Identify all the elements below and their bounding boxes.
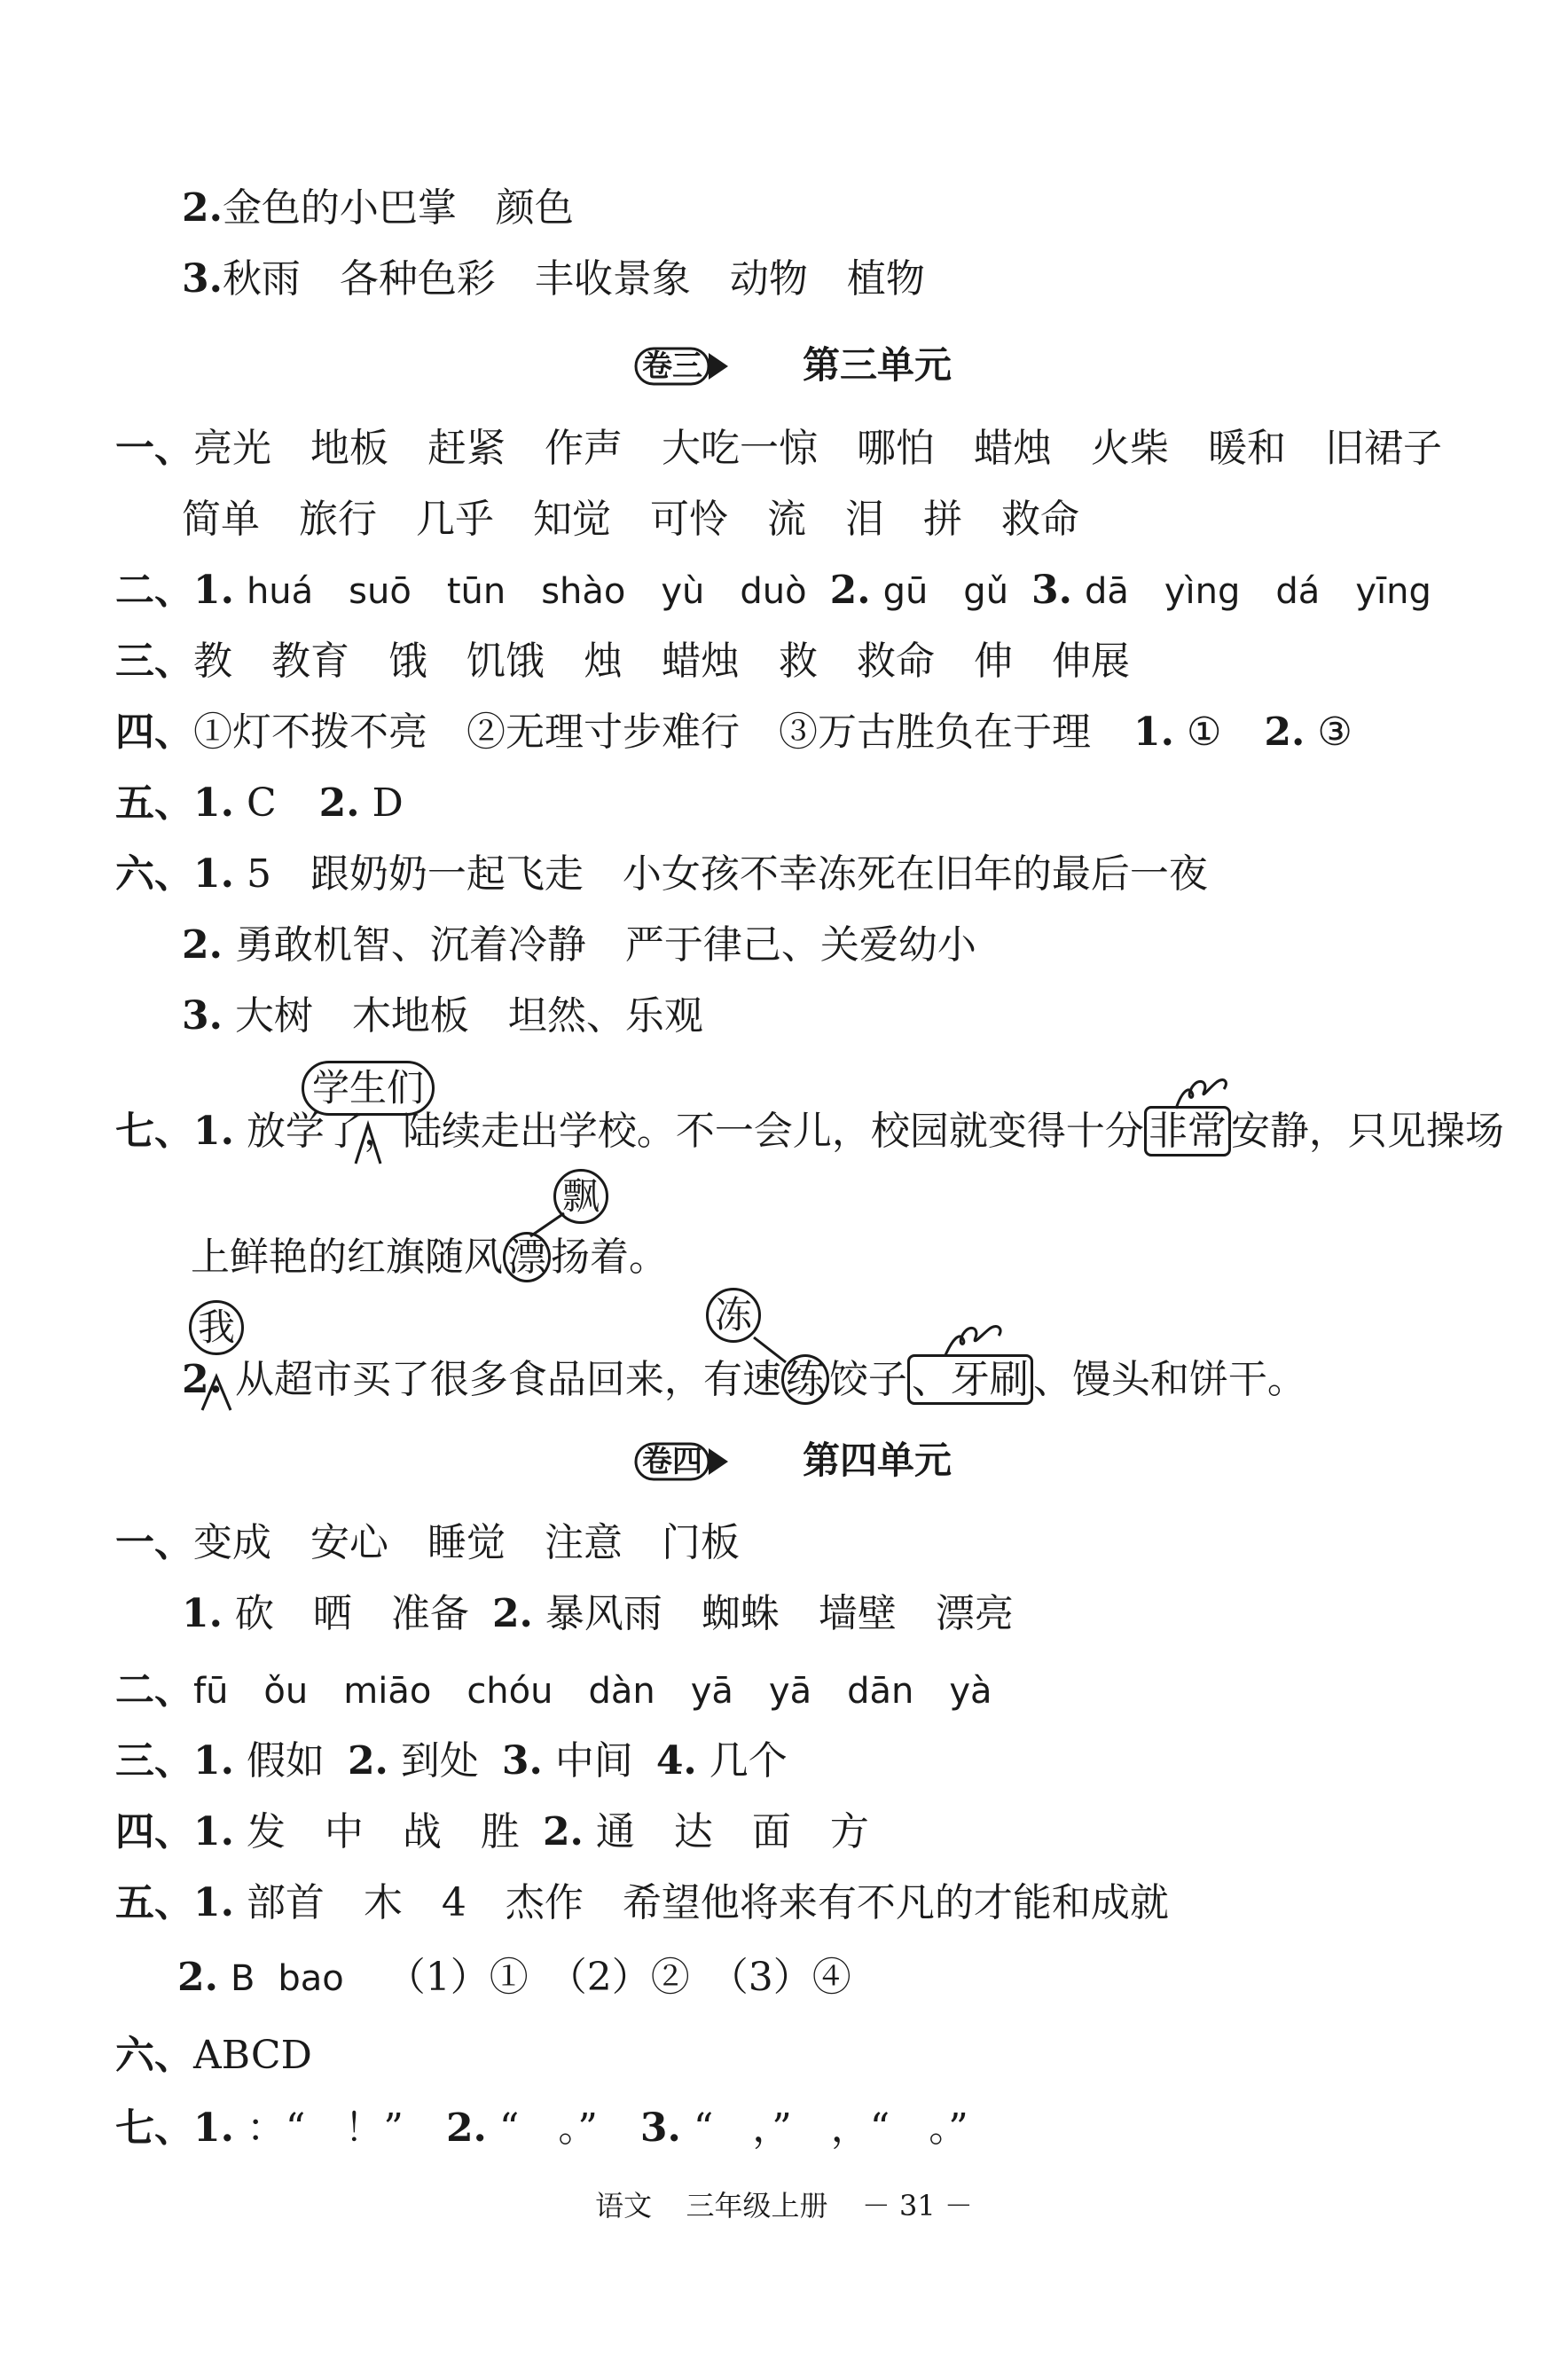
answer-text: ③ — [1317, 710, 1352, 755]
item-number: 1. — [193, 1809, 234, 1854]
question-label: 六、 — [115, 851, 193, 897]
question-label: 四、 — [115, 1809, 193, 1854]
item-number: 2. — [347, 1738, 388, 1784]
page-footer — [0, 2184, 1568, 2228]
answer-line — [182, 493, 1079, 546]
pinyin-text: fū ǒu miāo chóu dàn yā yā dān yà — [193, 1671, 992, 1712]
item-number: 3. — [639, 2105, 681, 2151]
answer-line — [182, 182, 574, 235]
page-number: － 31 － — [861, 2189, 973, 2223]
volume-badge-label: 卷三 — [642, 349, 702, 384]
deleted-text: 非常 — [1144, 1106, 1231, 1156]
item-number: 1. — [193, 780, 234, 826]
question-2 — [115, 1664, 992, 1718]
answer-text: “ ，” ，“ 。” — [693, 2105, 968, 2151]
item-number: 2. — [182, 922, 223, 968]
footer-grade: 三年级上册 — [686, 2189, 828, 2223]
answer-text: 发 中 战 胜 — [246, 1809, 520, 1854]
question-label: 七、 — [115, 2105, 193, 2151]
footer-subject: 语文 — [595, 2189, 653, 2223]
item-number: 2. — [177, 1955, 218, 2000]
question-label: 五、 — [115, 780, 193, 826]
answer-line — [182, 990, 703, 1043]
question-3 — [115, 1735, 788, 1788]
sentence-text: 上鲜艳的红旗随风 — [191, 1235, 503, 1280]
insertion-mark: 我 — [189, 1300, 244, 1355]
answer-text: B — [230, 1958, 255, 1999]
volume-badge-label: 卷四 — [642, 1444, 702, 1479]
correction-mark: 冻 — [706, 1288, 761, 1343]
question-label: 四、 — [115, 710, 193, 755]
insertion-mark: 学生们 — [302, 1061, 435, 1116]
item-number: 3. — [501, 1738, 543, 1784]
answer-text: ：“ ！” — [246, 2105, 404, 2151]
item-number: 1. — [193, 1109, 234, 1154]
question-label: 六、 — [115, 2033, 193, 2078]
delete-loop-icon — [1172, 1073, 1235, 1112]
question-label: 二、 — [115, 1667, 193, 1713]
item-number: 2. — [318, 780, 360, 826]
item-number: 1. — [193, 1880, 234, 1925]
item-number: 2. — [445, 2105, 487, 2151]
answer-text: “ 。” — [498, 2105, 598, 2151]
question-6 — [115, 2029, 312, 2082]
item-number: 1. — [182, 1591, 223, 1636]
question-4 — [115, 706, 1352, 759]
correction-line-icon — [752, 1336, 788, 1364]
question-5 — [115, 777, 404, 830]
answer-text: 秋雨 各种色彩 丰收景象 动物 植物 — [222, 256, 925, 302]
correction-line-icon — [529, 1211, 566, 1238]
answer-text: C — [246, 780, 277, 826]
answer-text: 通 达 面 方 — [595, 1809, 869, 1854]
answer-text: 大树 木地板 坦然、乐观 — [234, 993, 703, 1039]
answer-text: 几个 — [709, 1738, 788, 1784]
answer-line — [182, 253, 925, 306]
answer-line — [182, 919, 976, 972]
unit-title: 第四单元 — [803, 1439, 953, 1482]
correction-mark: 飘 — [553, 1169, 608, 1224]
answer-text: ①灯不拨不亮 ②无理寸步难行 ③万古胜负在于理 — [193, 710, 1091, 755]
item-number: 2. — [1264, 710, 1305, 755]
answer-text: 勇敢机智、沉着冷静 严于律己、关爱幼小 — [234, 922, 976, 968]
answer-line — [177, 1951, 851, 2005]
sentence-text: 安静，只见操场 — [1230, 1109, 1504, 1154]
question-6 — [115, 848, 1208, 901]
sentence-text: 扬着。 — [551, 1235, 668, 1280]
item-number: 2. — [542, 1809, 584, 1854]
answer-text: 假如 — [246, 1738, 325, 1784]
question-1 — [115, 422, 1442, 475]
question-label: 一、 — [115, 1520, 193, 1565]
answer-text: 砍 晒 准备 — [234, 1591, 469, 1636]
item-number: 3. — [182, 256, 223, 302]
item-number: 3. — [1031, 568, 1072, 613]
answer-text: 暴风雨 蜘蛛 墙壁 漂亮 — [545, 1591, 1014, 1636]
answer-text: 中间 — [554, 1738, 633, 1784]
corrected-char: 漂 — [503, 1232, 551, 1282]
answer-line — [182, 1588, 1014, 1641]
question-label: 一、 — [115, 426, 193, 471]
pinyin-text: huá suō tūn shào yù duò — [246, 571, 807, 612]
answer-text: 教 教育 饿 饥饿 烛 蜡烛 救 救命 伸 伸展 — [193, 639, 1130, 684]
pinyin-text: dā yìng dá yīng — [1084, 571, 1431, 612]
sentence-text: 陆续走出学校。不一会儿，校园就变得十分 — [402, 1109, 1144, 1154]
item-number: 3. — [182, 993, 223, 1039]
question-2 — [115, 564, 1431, 618]
item-number: 1. — [193, 1738, 234, 1784]
question-label: 三、 — [115, 1738, 193, 1784]
answer-text: 变成 安心 睡觉 注意 门板 — [193, 1520, 740, 1565]
answer-text: 到处 — [400, 1738, 479, 1784]
item-number: 1. — [193, 568, 234, 613]
answer-text: 5 跟奶奶一起飞走 小女孩不幸冻死在旧年的最后一夜 — [246, 851, 1208, 897]
caret-insert-icon — [199, 1371, 234, 1414]
section-header-unit4 — [0, 1434, 1568, 1493]
question-label: 五、 — [115, 1880, 193, 1925]
question-7-line-2 — [182, 1353, 1306, 1407]
item-number: 1. — [1133, 710, 1174, 755]
item-number: 2. — [491, 1591, 533, 1636]
question-7-line-1b — [191, 1231, 668, 1284]
caret-insert-icon — [350, 1119, 386, 1169]
answer-text: 金色的小巴掌 颜色 — [222, 185, 574, 231]
sentence-text: 从超市买了很多食品回来，有速 — [234, 1357, 781, 1402]
answer-text: ABCD — [193, 2033, 312, 2078]
answer-text: 亮光 地板 赶紧 作声 大吃一惊 哪怕 蜡烛 火柴 暖和 旧裙子 — [193, 426, 1442, 471]
pinyin-text: gū gǔ — [882, 571, 1009, 612]
delete-loop-icon — [942, 1320, 1013, 1359]
corrected-char: 练 — [781, 1354, 829, 1405]
question-5 — [115, 1877, 1169, 1930]
question-4 — [115, 1806, 869, 1859]
item-number: 1. — [193, 851, 234, 897]
item-number: 2. — [182, 185, 223, 231]
deleted-text: 、牙刷 — [907, 1354, 1033, 1405]
answer-text: 部首 木 4 杰作 希望他将来有不凡的才能和成就 — [246, 1880, 1169, 1925]
section-header-unit3 — [0, 339, 1568, 397]
answer-text: 简单 旅行 几乎 知觉 可怜 流 泪 拼 救命 — [182, 497, 1079, 542]
item-number: 2. — [829, 568, 871, 613]
sentence-text: 、馒头和饼干。 — [1032, 1357, 1306, 1402]
sentence-text: 放学了， — [246, 1109, 403, 1154]
pinyin-text: bao — [278, 1958, 344, 1999]
question-3 — [115, 635, 1130, 688]
question-label: 三、 — [115, 639, 193, 684]
question-label: 二、 — [115, 568, 193, 613]
sentence-text: 饺子 — [828, 1357, 907, 1402]
answer-text: D — [372, 780, 404, 826]
answer-text: ① — [1186, 710, 1222, 755]
question-label: 七、 — [115, 1109, 193, 1154]
question-1 — [115, 1517, 740, 1570]
answer-text: （1）① （2）② （3）④ — [386, 1955, 851, 2000]
item-number: 1. — [193, 2105, 234, 2151]
unit-title: 第三单元 — [803, 343, 953, 387]
question-7 — [115, 2102, 968, 2155]
item-number: 2. — [182, 1357, 223, 1402]
item-number: 4. — [655, 1738, 697, 1784]
